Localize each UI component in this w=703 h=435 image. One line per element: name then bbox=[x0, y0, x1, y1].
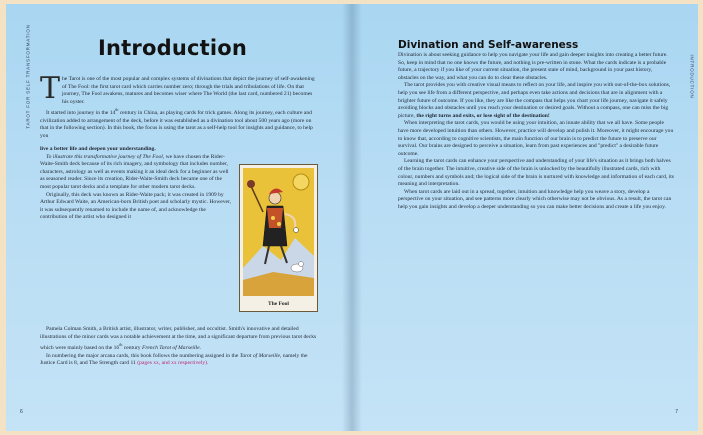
bottom-paragraph-1: Pamela Colman Smith, a British artist, illustrator, writer, publisher, and occultist. Smith's innovative and detailed illustrations of the minor cards was a notable achievement at the time, and a significant departure from previous tarot decks which were mainly based on the 16th century French Tarot of Marseille. bbox=[40, 326, 317, 352]
fool-card-illustration bbox=[243, 168, 314, 296]
the-fool-tarot-card bbox=[239, 164, 318, 312]
book-gutter bbox=[342, 4, 362, 431]
left-page bbox=[6, 4, 352, 431]
column-paragraph-1: To illustrate this transformative journey of The Fool, we have chosen the Rider-Waite-Smith deck because of its rich imagery, and symbology that includes number, characters, astrology as well as events making it an ideal deck for a beginner as well as seasoned reader. Since its creation, Rider-Waite-Smith deck became one of the most popular tarot decks and a template for other modern tarot decks. bbox=[40, 153, 229, 190]
page-number-right: 7 bbox=[675, 409, 678, 415]
page-number-left: 6 bbox=[20, 409, 23, 415]
book-spread bbox=[6, 4, 698, 431]
bottom-paragraph-2: In numbering the major arcana cards, this book follows the numbering assigned in the Tarot of Marseille, namely the Justice Card is 8, and The Strength card 11 (pages xx, and xx respectively). bbox=[40, 352, 308, 367]
intro-paragraph-2: It started into journey in the 14th century in China, as playing cards for trick games. Along its journey, each culture and civilization added to arrangement of the deck, before it was established as a divination tool about 500 years ago (more on that in the following section). In this book, the focus is using the tarot as a self-help tool for insights and guidance, to help you bbox=[40, 107, 313, 140]
right-body-text bbox=[398, 52, 674, 211]
right-paragraph-3: When interpreting the tarot cards, you would be using your intuition, an innate ability that we all have. Some people have more developed intuition than others. However, practice will develop and polish it. Moreover, it might encourage you to know that, according to cognitive scientists, the main function of our brain is to predict the future to preserve our survival. Our brains are designed to perceive a situation, learn from past experiences and "predict" a desirable future outcome. bbox=[398, 120, 674, 157]
intro-text bbox=[40, 71, 318, 141]
page-title: Introduction bbox=[98, 36, 248, 60]
right-paragraph-4: Learning the tarot cards can enhance your perspective and understanding of your life's situation as it brings both halves of the brain together. The intuitive, creative side of the brain is unlocked by the beautifully illustrated cards, rich with colour, numbers and symbols and; the logical side of the brain is nurtured with knowledge and information of each card, its meaning and interpretation. bbox=[398, 158, 674, 188]
bottom-text bbox=[40, 326, 318, 368]
right-running-head: INTRODUCTION bbox=[689, 54, 695, 99]
intro-paragraph-2-end: live a better life and deepen your understanding. bbox=[40, 146, 156, 152]
column-paragraph-2: Originally, this deck was known as Rider-Waite pack; it was created in 1909 by Arthur Edward Waite, an American-born British poet and scholarly mystic. However, it was subsequently renamed to include the name of, and acknowledge the contribution of the artist who designed it bbox=[40, 191, 232, 221]
right-paragraph-1: Divination is about seeking guidance to help you navigate your life and gain deeper insights into creating a better future. So, keep in mind that no one knows the future, and nothing is pre-written in stone. What the cards indicate is a probable future, a trajectory if you like of your current situation, the present state of mind, background in your past history, obstacles on the way, and what you can do to clear these obstacles. bbox=[398, 52, 668, 81]
right-page bbox=[352, 4, 698, 431]
intro-paragraph-1: he Tarot is one of the most popular and complex systems of divinations that depict the journey of self-awakening of The Fool: the first tarot card which carries number zero; through the trials and tribulations of life. On that journey, The Fool awakens, matures and becomes wiser where The World (the last card, numbered 21) becomes his oyster. bbox=[62, 76, 315, 105]
left-running-head: TAROT FOR SELF TRANSFORMATION bbox=[25, 24, 31, 129]
intro-text-cont bbox=[40, 146, 234, 222]
right-paragraph-2: The tarot provides you with creative visual means to reflect on your life, and inspire you with out-of-the-box solutions, help you see life from a different perspective, and perhaps even take actions and decisions that are in alignment with a brighter future of outcome. If you like, they are like the compass that helps you chart your life journey, navigate it safely avoiding blocks and obstacles until you reach your destination or desired goals. Without a compass, one can miss the big picture, the right turns and exits, or lose sight of the destination! bbox=[398, 82, 671, 119]
right-paragraph-5: When tarot cards are laid out in a spread, together, intuition and knowledge help you weave a story, develop a perspective on your situation, and see patterns more clearly which otherwise may not be obvious. As a result, the tarot can help you gain insights and develop a deeper understanding so you can make better decisions and create a life you enjoy. bbox=[398, 188, 672, 210]
page-reference-link[interactable]: (pages xx, and xx respectively). bbox=[137, 360, 209, 367]
drop-cap: T bbox=[40, 71, 61, 106]
section-heading: Divination and Self-awareness bbox=[398, 39, 579, 51]
card-label: The Fool bbox=[268, 301, 289, 307]
